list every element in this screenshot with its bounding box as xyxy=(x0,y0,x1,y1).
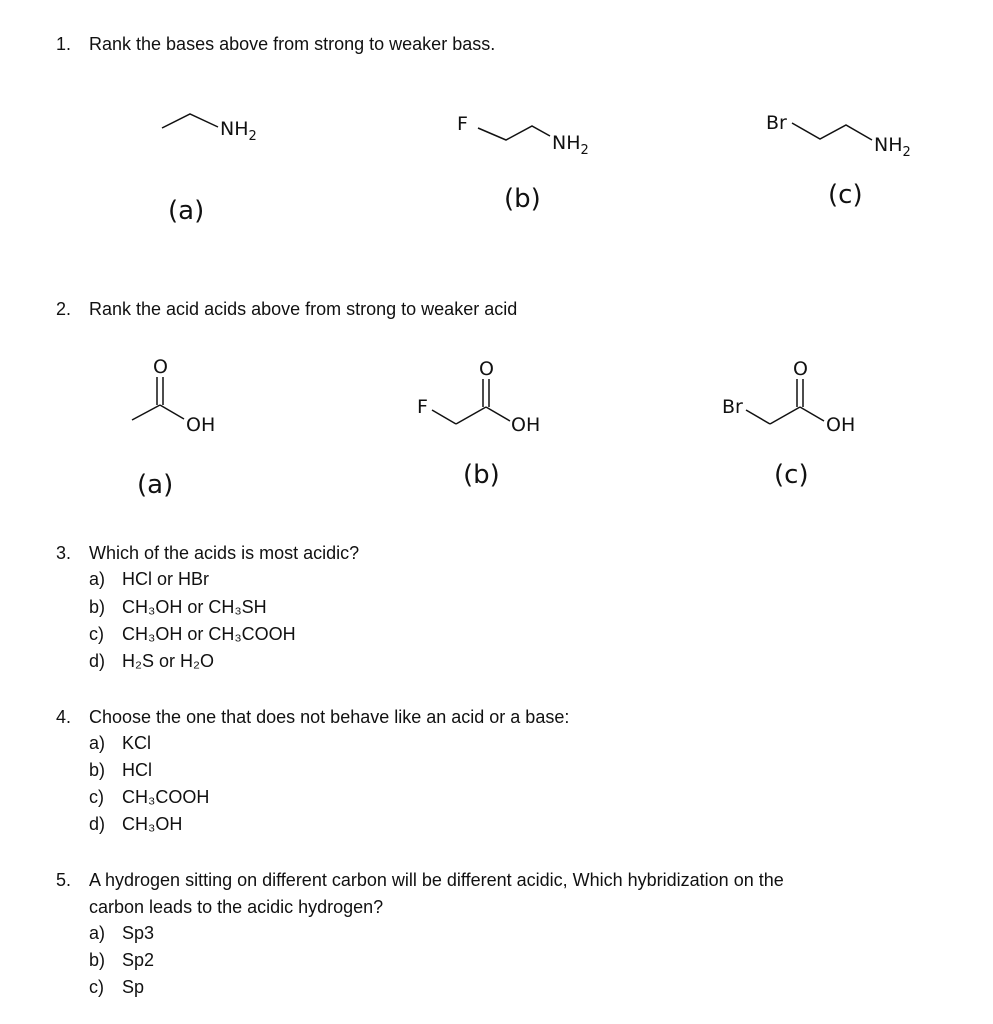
q2-a-label: (a) xyxy=(137,470,174,500)
q2-a-skeleton xyxy=(132,377,184,420)
q2-c-label: (c) xyxy=(774,460,809,490)
q1-a-skeleton xyxy=(162,114,218,128)
q1-c-label: (c) xyxy=(828,180,863,210)
q2-a-hydroxyl-group: OH xyxy=(186,414,216,436)
question-4-number: 4. xyxy=(56,707,72,727)
q2-b-carbonyl-oxygen: O xyxy=(479,358,494,380)
q1-b-skeleton xyxy=(478,126,550,140)
q4-option-d-letter: d) xyxy=(89,814,106,834)
q1-c-amine-group: $NH_2$ xyxy=(874,134,911,160)
q1-c-skeleton xyxy=(792,123,872,140)
q5-option-b-letter: b) xyxy=(89,950,106,970)
q5-option-c-text: Sp xyxy=(122,977,145,997)
q2-b-label: (b) xyxy=(463,460,500,490)
q5-option-b-text: Sp2 xyxy=(122,950,155,970)
question-2-number: 2. xyxy=(56,299,72,319)
q5-option-a-text: Sp3 xyxy=(122,923,155,943)
q4-option-a-text: KCl xyxy=(122,733,152,753)
q3-option-c-text: CH₃OH or CH₃COOH xyxy=(122,624,296,644)
q3-option-d-letter: d) xyxy=(89,651,106,671)
q2-b-skeleton xyxy=(432,379,510,424)
q3-option-c-letter: c) xyxy=(89,624,104,644)
question-5-text-line-1: A hydrogen sitting on different carbon will be different acidic, Which hybridization on the xyxy=(89,870,784,890)
question-1-text: Rank the bases above from strong to weaker bass. xyxy=(89,34,496,54)
question-4-text: Choose the one that does not behave like an acid or a base: xyxy=(89,707,570,727)
question-5-number: 5. xyxy=(56,870,72,890)
q3-option-a-letter: a) xyxy=(89,569,106,589)
q1-c-bromine-atom: Br xyxy=(766,112,787,134)
q4-option-c-letter: c) xyxy=(89,787,104,807)
q4-option-d-text: CH₃OH xyxy=(122,814,183,834)
question-5-text-line-2: carbon leads to the acidic hydrogen? xyxy=(89,897,384,917)
q2-b-hydroxyl-group: OH xyxy=(511,414,541,436)
q1-a-label: (a) xyxy=(168,196,205,226)
q2-c-skeleton xyxy=(746,379,824,424)
q1-b-amine-group: $NH_2$ xyxy=(552,132,589,158)
q2-a-carbonyl-oxygen: O xyxy=(153,356,168,378)
q2-c-carbonyl-oxygen: O xyxy=(793,358,808,380)
q2-c-bromine-atom: Br xyxy=(722,396,743,418)
q4-option-a-letter: a) xyxy=(89,733,106,753)
q5-option-c-letter: c) xyxy=(89,977,104,997)
q3-option-b-text: CH₃OH or CH₃SH xyxy=(122,597,267,617)
question-1-number: 1. xyxy=(56,34,72,54)
question-3-text: Which of the acids is most acidic? xyxy=(89,543,360,563)
q4-option-b-letter: b) xyxy=(89,760,106,780)
q3-option-d-text: H₂S or H₂O xyxy=(122,651,214,671)
question-2-text: Rank the acid acids above from strong to weaker acid xyxy=(89,299,518,319)
q2-b-fluorine-atom: F xyxy=(417,396,428,418)
question-3-number: 3. xyxy=(56,543,72,563)
q1-b-fluorine-atom: F xyxy=(457,113,468,135)
q3-option-a-text: HCl or HBr xyxy=(122,569,210,589)
q3-option-b-letter: b) xyxy=(89,597,106,617)
q1-b-label: (b) xyxy=(504,184,541,214)
q5-option-a-letter: a) xyxy=(89,923,106,943)
q2-c-hydroxyl-group: OH xyxy=(826,414,856,436)
q4-option-b-text: HCl xyxy=(122,760,152,780)
q1-a-amine-group: $NH_2$ xyxy=(220,118,257,144)
q4-option-c-text: CH₃COOH xyxy=(122,787,210,807)
